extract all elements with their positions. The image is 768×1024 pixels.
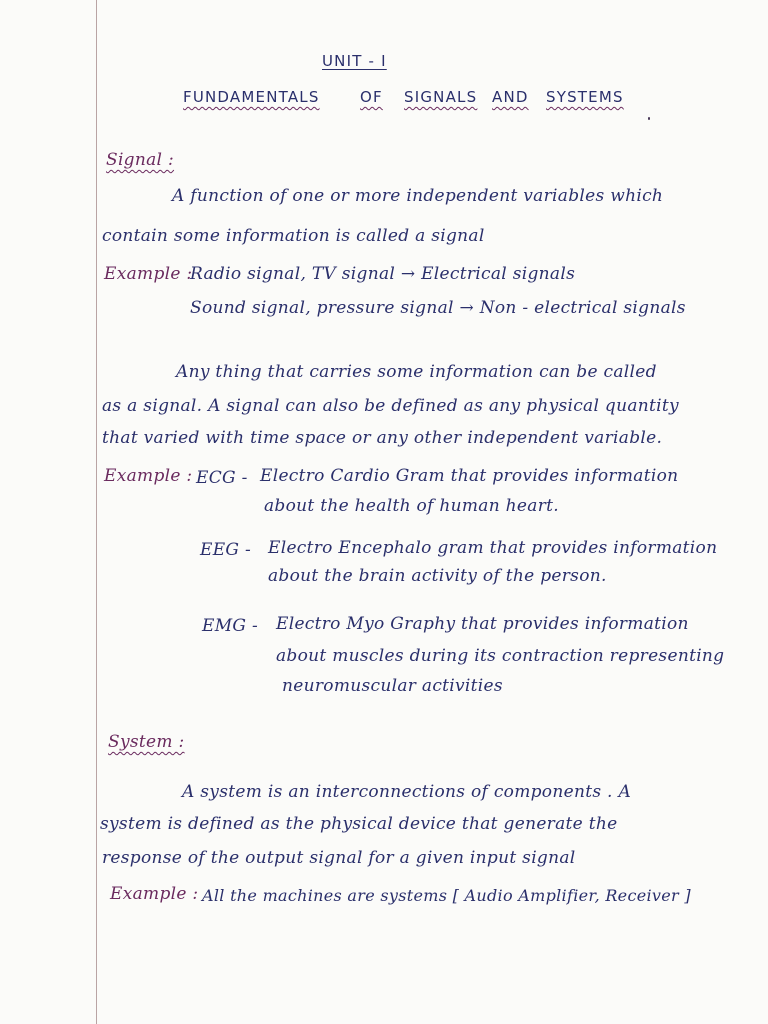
title-word: FUNDAMENTALS	[183, 88, 320, 106]
paragraph-line-3: that varied with time space or any other independent variable.	[102, 428, 663, 448]
eeg-line-1: Electro Encephalo gram that provides information	[268, 538, 718, 558]
emg-abbreviation: EMG -	[202, 616, 259, 636]
example-label: Example :	[110, 884, 199, 904]
example-label: Example :	[104, 466, 193, 486]
title-word: AND	[492, 88, 529, 106]
signal-heading: Signal :	[106, 150, 175, 170]
emg-line-1: Electro Myo Graphy that provides information	[276, 614, 689, 634]
paragraph-line-2: as a signal. A signal can also be defined as any physical quantity	[102, 396, 679, 416]
title-word: OF	[360, 88, 383, 106]
title-word: SIGNALS	[404, 88, 478, 106]
ecg-line-1: Electro Cardio Gram that provides information	[260, 466, 679, 486]
paragraph-line-1: Any thing that carries some information can be called	[176, 362, 657, 382]
system-definition-line-1: A system is an interconnections of components . A	[182, 782, 632, 802]
system-definition-line-2: system is defined as the physical device that generate the	[100, 814, 618, 834]
example-electrical: Radio signal, TV signal → Electrical signals	[190, 264, 576, 284]
system-heading: System :	[108, 732, 185, 752]
example-non-electrical: Sound signal, pressure signal → Non - electrical signals	[190, 298, 686, 318]
signal-definition-line-2: contain some information is called a signal	[102, 226, 485, 246]
margin-line	[96, 0, 97, 1024]
system-example: All the machines are systems [ Audio Amplifier, Receiver ]	[202, 886, 691, 905]
system-definition-line-3: response of the output signal for a given input signal	[102, 848, 576, 868]
eeg-line-2: about the brain activity of the person.	[268, 566, 607, 586]
ecg-abbreviation: ECG -	[196, 468, 248, 488]
unit-title: UNIT - I	[322, 52, 387, 70]
title-word: SYSTEMS	[546, 88, 624, 106]
ecg-line-2: about the health of human heart.	[264, 496, 559, 516]
ink-dot	[648, 117, 650, 120]
eeg-abbreviation: EEG -	[200, 540, 252, 560]
emg-line-3: neuromuscular activities	[282, 676, 503, 696]
emg-line-2: about muscles during its contraction representing	[276, 646, 725, 666]
signal-definition-line-1: A function of one or more independent variables which	[172, 186, 664, 206]
example-label: Example :	[104, 264, 193, 284]
